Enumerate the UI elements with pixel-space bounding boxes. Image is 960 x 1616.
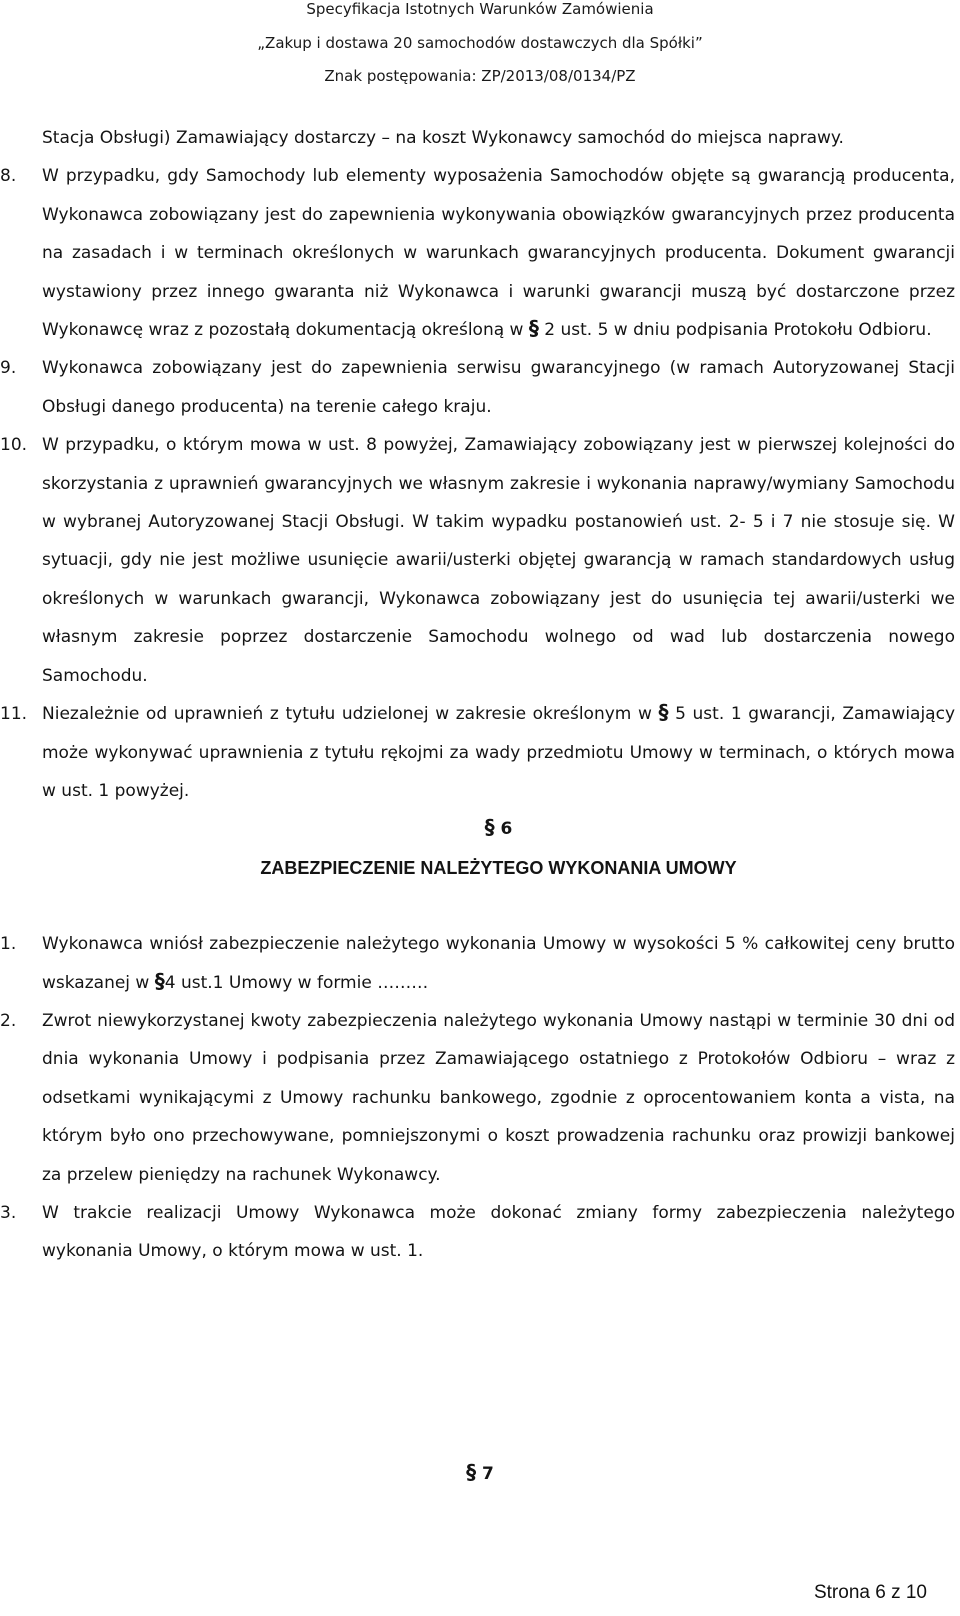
paragraph-text: 2 ust. 5 w dniu podpisania Protokołu Odbioru. — [538, 320, 932, 341]
item-text: 4 ust.1 Umowy w formie ……… — [164, 972, 429, 993]
paragraph-10 — [0, 426, 955, 695]
section-sign-icon: § — [528, 316, 539, 341]
page-header — [0, 0, 960, 86]
paragraph-8 — [0, 157, 955, 349]
paragraph-number: 9. — [0, 358, 17, 379]
header-reference: Znak postępowania: ZP/2013/08/0134/PZ — [324, 67, 636, 85]
item-text: W trakcie realizacji Umowy Wykonawca może dokonać zmiany formy zabezpieczenia należytego wykonania Umowy, o którym mowa w ust. 1. — [42, 1202, 955, 1262]
header-title: Specyfikacja Istotnych Warunków Zamówienia — [306, 0, 654, 18]
section-6-item-2 — [0, 1002, 955, 1194]
paragraph-11 — [0, 695, 956, 810]
paragraph-9 — [0, 349, 955, 426]
item-text: Zwrot niewykorzystanej kwoty zabezpieczenia należytego wykonania Umowy nastąpi w terminie 30 dni od dnia wykonania Umowy i podpisania przez Zamawiającego ostatniego z Protokołów Odbioru – wraz z odsetkami wynikającymi z Umowy rachunku bankowego, zgodnie z oprocentowaniem konta a vista, na którym było ono przechowywane, pomniejszonymi o koszt prowadzenia rachunku oraz prowizji bankowej za przelew pieniędzy na rachunek Wykonawcy. — [42, 1010, 955, 1185]
document-body — [0, 119, 956, 1271]
paragraph-continuation — [42, 119, 955, 157]
section-6-item-3 — [0, 1194, 955, 1271]
section-number: 6 — [500, 819, 513, 840]
section-7-heading — [0, 1462, 960, 1484]
paragraph-text: Niezależnie od uprawnień z tytułu udzielonej w zakresie określonym w — [42, 704, 652, 725]
paragraph-text: 5 ust. 1 gwarancji, Zamawiający może wykonywać uprawnienia z tytułu rękojmi za wady przedmiotu Umowy w terminach, o których mowa w ust. 1 powyżej. — [42, 704, 956, 801]
item-text: Wykonawca wniósł zabezpieczenie należytego wykonania Umowy w wysokości 5 % całkowitej ceny brutto wskazanej w — [42, 934, 955, 993]
header-subject: „Zakup i dostawa 20 samochodów dostawczych dla Spółki” — [257, 34, 703, 52]
section-number: 7 — [482, 1464, 494, 1484]
paragraph-text: Stacja Obsługi) Zamawiający dostarczy – na koszt Wykonawcy samochód do miejsca naprawy. — [42, 128, 844, 148]
item-number: 2. — [0, 1010, 17, 1031]
page-number: Strona 6 z 10 — [813, 1582, 927, 1603]
paragraph-number: 8. — [0, 166, 17, 187]
section-6-title: ZABEZPIECZENIE NALEŻYTEGO WYKONANIA UMOWY — [260, 857, 737, 878]
paragraph-text: Wykonawca zobowiązany jest do zapewnienia serwisu gwarancyjnego (w ramach Autoryzowanej Stacji Obsługi danego producenta) na terenie całego kraju. — [42, 358, 955, 417]
section-sign-icon: § — [484, 815, 495, 840]
item-number: 1. — [0, 934, 17, 955]
section-sign-icon: § — [154, 968, 165, 993]
paragraph-text: W przypadku, gdy Samochody lub elementy wyposażenia Samochodów objęte są gwarancją producenta, Wykonawca zobowiązany jest do zapewnienia wykonywania obowiązków gwarancyjnych przez producenta na zasadach i w terminach określonych w warunkach gwarancyjnych producenta. Dokument gwarancji wystawiony przez innego gwaranta niż Wykonawca i warunki gwarancji muszą być dostarczone przez Wykonawcę wraz z pozostałą dokumentacją określoną w — [42, 166, 955, 341]
section-sign-icon: § — [658, 700, 669, 725]
paragraph-text: W przypadku, o którym mowa w ust. 8 powyżej, Zamawiający zobowiązany jest w pierwszej kolejności do skorzystania z uprawnień gwarancyjnych we własnym zakresie i wykonania naprawy/wymiany Samochodu w wybranej Autoryzowanej Stacji Obsługi. W takim wypadku postanowień ust. 2- 5 i 7 nie stosuje się. W sytuacji, gdy nie jest możliwe usunięcie awarii/usterki objętej gwarancją w ramach standardowych usług określonych w warunkach gwarancji, Wykonawca zobowiązany jest do usunięcia tej awarii/usterki we własnym zakresie poprzez dostarczenie Samochodu wolnego od wad lub dostarczenia nowego Samochodu. — [42, 435, 955, 686]
paragraph-number: 11. — [0, 704, 28, 725]
paragraph-number: 10. — [0, 435, 28, 456]
item-number: 3. — [0, 1202, 17, 1223]
section-sign-icon: § — [466, 1460, 477, 1484]
section-6-item-1 — [0, 925, 955, 1002]
section-6-heading — [42, 810, 955, 848]
